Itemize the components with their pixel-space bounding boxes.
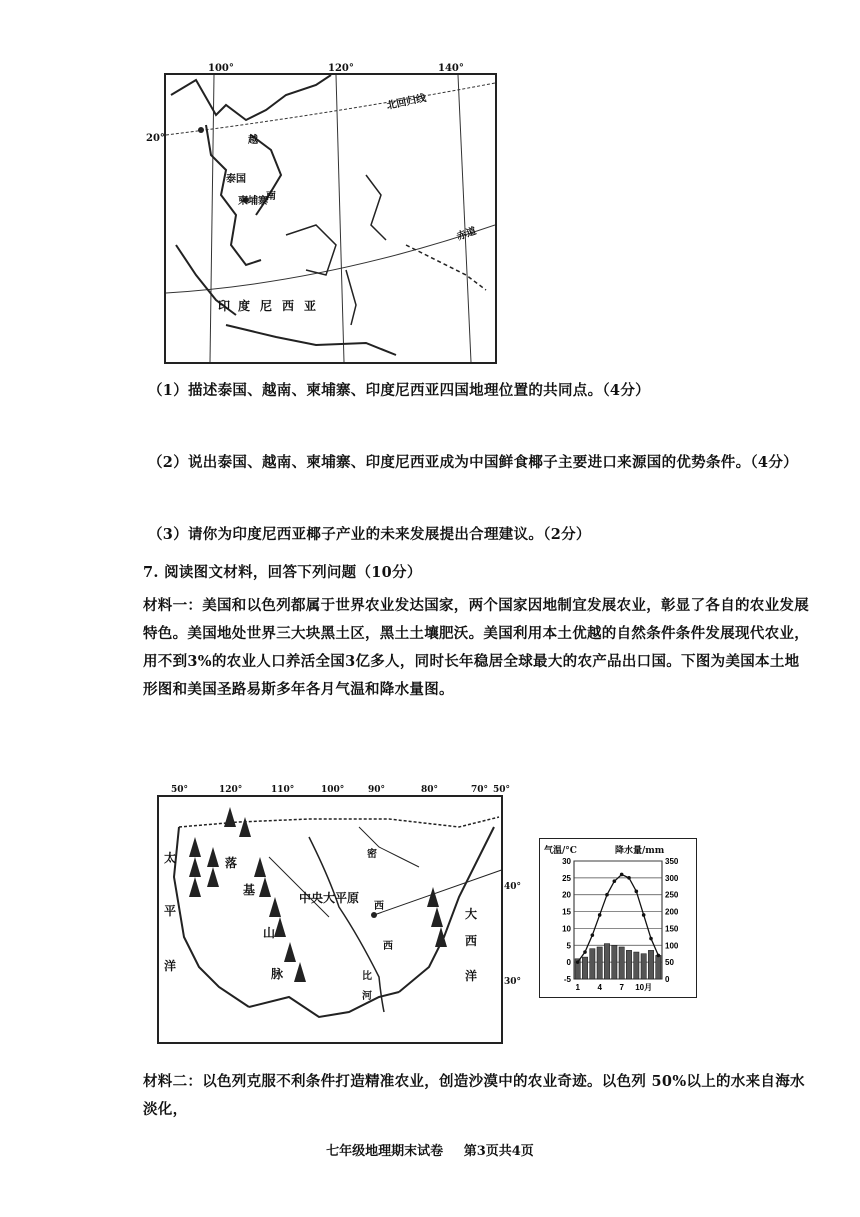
chart-x-tick-label: 10月 [635, 983, 653, 992]
chart-left-tick-label: 0 [566, 958, 571, 968]
precipitation-bar [656, 955, 661, 979]
chart-left-tick-label: -5 [563, 975, 571, 984]
chart-x-tick-label: 1 [575, 983, 580, 992]
map1-label-yue: 越 [248, 135, 258, 146]
precipitation-bar [626, 950, 631, 979]
map1-label-indonesia-2: 度 [238, 299, 251, 313]
atlantic-label-2: 西 [465, 934, 478, 948]
precipitation-bar [619, 947, 624, 979]
chart-left-tick-label: 30 [562, 857, 571, 866]
precipitation-bar [641, 954, 646, 979]
precipitation-bar [582, 957, 587, 979]
footer-page: 第3页共4页 [463, 1144, 534, 1159]
page-footer [0, 1140, 860, 1159]
chart-ylabel-right: 降水量/mm [615, 846, 665, 856]
question-3: （3）请你为印度尼西亚椰子产业的未来发展提出合理建议。（2分） [148, 526, 591, 543]
map1-lon-100: 100° [208, 63, 234, 74]
map1-equator-label: 赤道 [455, 225, 478, 243]
question-2: （2）说出泰国、越南、柬埔寨、印度尼西亚成为中国鲜食椰子主要进口来源国的优势条件。（4分） [148, 454, 798, 471]
map1-lon-120: 120° [328, 63, 354, 74]
river-label-2: 西 [374, 901, 384, 912]
chart-left-tick-label: 15 [562, 907, 571, 917]
chart-right-tick-label: 350 [665, 857, 679, 866]
chart-left-tick-label: 25 [562, 873, 571, 883]
map1-lon-140: 140° [438, 63, 464, 74]
chart-right-tick-label: 300 [665, 873, 679, 883]
precipitation-bar [634, 952, 639, 979]
temperature-point [613, 879, 617, 883]
material-1: 材料一：美国和以色列都属于世界农业发达国家，两个国家因地制宜发展农业，彰显了各自的农业发展特色。美国地处世界三大块黑土区，黑土土壤肥沃。美国利用本土优越的自然条件条件发展现代农业，用不到3%的农业人口养活全国3亿多人，同时长年稳居全球最大的农产品出口国。下图为美国本土地形图和美国圣路易斯多年各月气温和降水量图。 [143, 597, 809, 698]
atlantic-label-1: 大 [465, 907, 478, 921]
temperature-point [642, 913, 646, 917]
precipitation-bar [604, 944, 609, 979]
usa-map-drawing [159, 797, 501, 1042]
precipitation-bar [648, 950, 653, 979]
pacific-label-1: 太 [164, 851, 177, 865]
map2-lon-50a: 50° [171, 785, 189, 795]
temperature-point [649, 937, 653, 941]
map2-lon-110: 110° [271, 785, 295, 795]
temperature-point [598, 913, 602, 917]
map2-lon-120: 120° [219, 785, 243, 795]
river-label-5: 河 [362, 991, 372, 1002]
temperature-point [591, 933, 595, 937]
temperature-point [576, 960, 580, 964]
chart-right-tick-label: 250 [665, 890, 679, 900]
pacific-label-3: 洋 [164, 959, 177, 973]
atlantic-label-3: 洋 [465, 969, 478, 983]
map1-label-indonesia-1: 印 [218, 299, 231, 313]
chart-right-tick-label: 200 [665, 907, 679, 917]
chart-right-tick-label: 150 [665, 924, 679, 934]
rocky-label-1: 落 [225, 856, 238, 870]
pacific-label-2: 平 [164, 904, 177, 918]
chart-right-tick-label: 50 [665, 958, 674, 968]
temperature-point [657, 954, 661, 958]
precipitation-bar [612, 945, 617, 979]
map2-lon-80: 80° [421, 785, 439, 795]
temperature-point [583, 950, 587, 954]
temperature-point [605, 893, 609, 897]
chart-x-tick-label: 7 [619, 983, 624, 992]
map2-lon-90: 90° [368, 785, 386, 795]
map2-lon-70: 70° [471, 785, 489, 795]
temperature-point [627, 876, 631, 880]
chart-left-tick-label: 10 [562, 924, 571, 934]
map1-label-nan: 南 [266, 191, 276, 202]
footer-title: 七年级地理期末试卷 [326, 1144, 444, 1159]
rocky-label-3: 山 [263, 926, 276, 940]
rocky-label-2: 基 [243, 883, 256, 897]
chart-x-tick-label: 4 [597, 983, 602, 992]
map2-lon-50b: 50° [493, 785, 511, 795]
central-plain-label: 中央大平原 [299, 891, 360, 905]
southeast-asia-map-drawing [166, 75, 495, 362]
river-label-3: 西 [383, 941, 393, 952]
precipitation-bar [597, 947, 602, 979]
map1-tropic-label: 北回归线 [385, 92, 428, 112]
map2-lat-40: 40° [504, 882, 522, 892]
river-label-1: 密 [367, 849, 377, 860]
climate-chart [539, 838, 697, 998]
chart-ylabel-left: 气温/°C [544, 846, 577, 856]
climate-chart-svg [540, 839, 696, 997]
chart-left-tick-label: 5 [566, 941, 571, 951]
temperature-point [620, 873, 624, 877]
river-label-4: 比 [362, 971, 372, 982]
question-7-heading: 7. 阅读图文材料，回答下列问题（10分） [143, 564, 422, 581]
precipitation-bar [590, 949, 595, 979]
temperature-point [635, 890, 639, 894]
southeast-asia-map [146, 63, 497, 364]
map1-label-indonesia-5: 亚 [304, 299, 317, 313]
map2-lon-100: 100° [321, 785, 345, 795]
map1-label-cambodia: 柬埔寨 [238, 196, 268, 207]
map1-label-indonesia-4: 西 [282, 299, 295, 313]
map1-label-thailand: 泰国 [226, 174, 246, 185]
material-2: 材料二：以色列克服不利条件打造精准农业，创造沙漠中的农业奇迹。以色列 50%以上的水来自海水淡化， [143, 1073, 805, 1118]
usa-map [157, 785, 522, 1044]
map1-lat-20: 20° [146, 133, 165, 144]
rocky-label-4: 脉 [271, 967, 284, 981]
chart-left-tick-label: 20 [562, 890, 571, 900]
map1-label-indonesia-3: 尼 [260, 299, 273, 313]
chart-right-tick-label: 0 [665, 975, 670, 984]
map2-lat-30: 30° [504, 977, 522, 987]
chart-right-tick-label: 100 [665, 941, 679, 951]
question-1: （1）描述泰国、越南、柬埔寨、印度尼西亚四国地理位置的共同点。（4分） [148, 382, 650, 399]
